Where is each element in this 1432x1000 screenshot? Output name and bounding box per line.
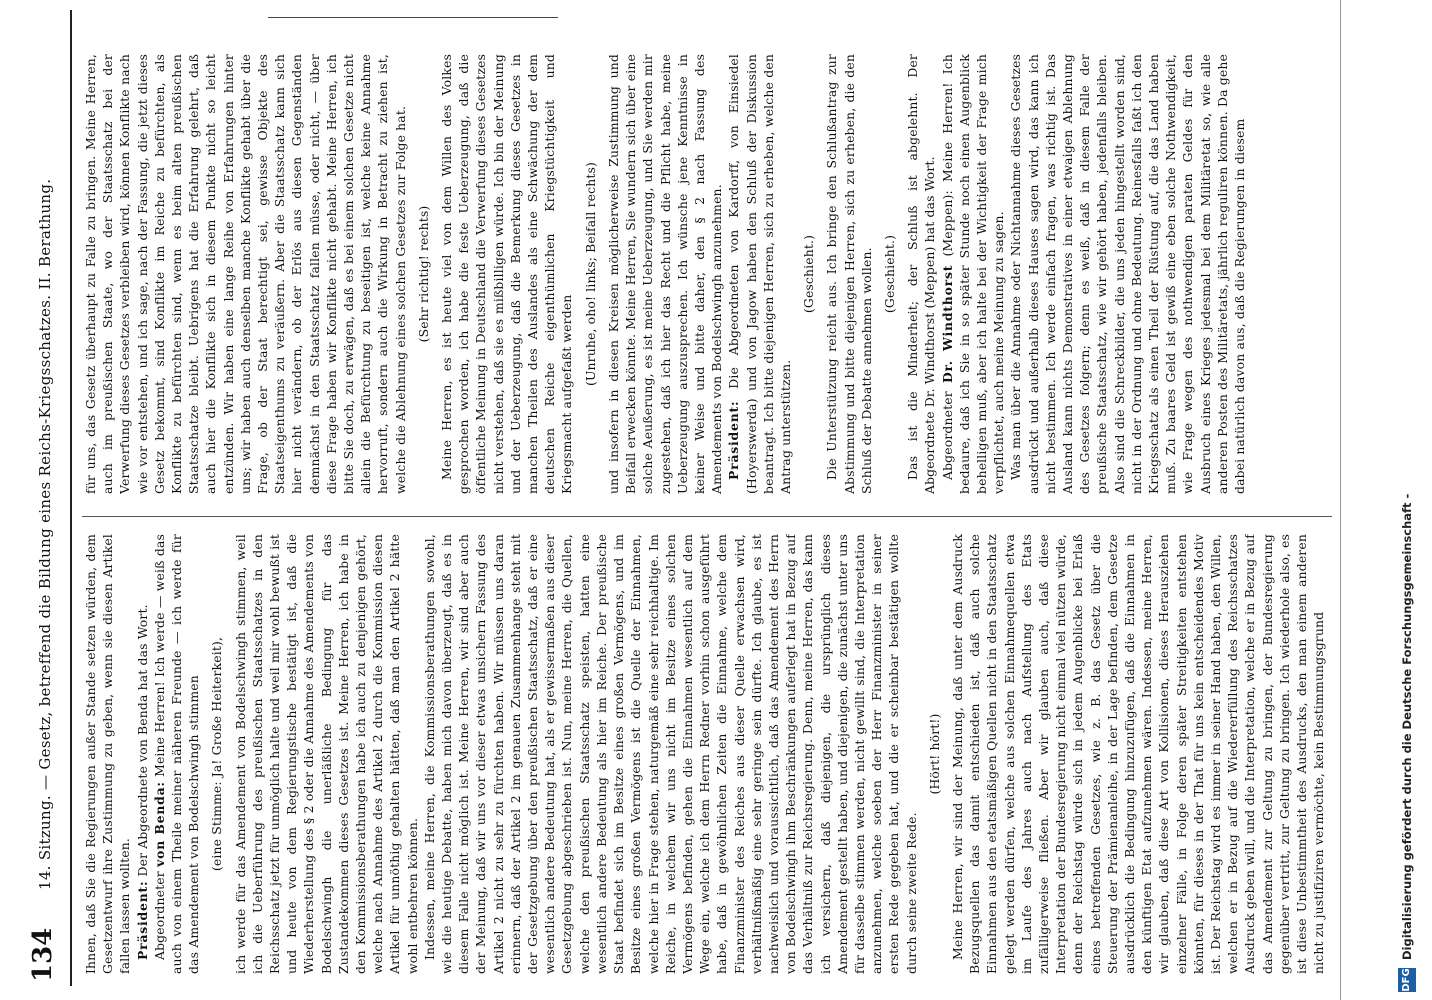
text-paragraph: Die Unterstützung reicht aus. Ich bringe den Schlußantrag zur Abstimmung und bitte diejenigen Herren, sich zu erheben, die den Schluß der Debatte annehmen wollen. — [824, 54, 874, 494]
dfg-logo: DFG — [1398, 968, 1416, 992]
speech-paragraph — [151, 534, 203, 974]
scan-artifact-line — [268, 17, 558, 18]
speaker-name: Präsident: — [726, 400, 742, 480]
interjection: (Geschieht.) — [801, 234, 817, 314]
right-text-column — [82, 54, 1332, 494]
speaker-prefix: Abgeordneter — [939, 383, 955, 480]
text-paragraph: für uns, das Gesetz überhaupt zu Falle zu bringen. Meine Herren, auch im preußischen Staate, wo der Staatsschatz bei der Verwerfung dieses Gesetzes verbleiben wird, können Konflikte nach wie vor entstehen, und ich sage, nach der Fassung, die jetzt dieses Gesetz bekommt, sind Konflikte im Reiche zu befürchten, als Konflikte zu befürchten sind, wenn es beim alten preußischen Staatsschatze bleibt. Uebrigens hat die Erfahrung gelehrt, daß auch hier die Konflikte sich in diesem Punkte nicht so leicht entzünden. Wir haben eine lange Reihe von Erfahrungen hinter uns; wir haben auch denselben manche Konflikte gehabt über die Frage, ob der Staat berechtigt sei, gewisse Objekte des Staatseigenthums zu veräußern. Aber die Staatsschatz kann sich hier nicht verändern, ob der Erlös aus diesen Gegenständen demnächst in den Staatsschatz fallen müsse, oder nicht, — über diese Frage haben wir Konflikte nicht gehabt. Meine Herren, ich bitte Sie doch, zu erwägen, daß es bei einem solchen Gesetze nicht allein die Befürchtung zu beseitigen ist, welche keine Annahme hervorruft, sondern auch die Wirkung in Betracht zu ziehen ist, welche die Ablehnung eines solchen Gesetzes zur Folge hat. — [83, 54, 408, 494]
text-paragraph: Ihnen, daß Sie die Regierungen außer Stande setzen würden, dem Gesetzentwurf ihre Zustimmung zu geben, wenn sie diesen Artikel fallen lassen wollten. — [83, 534, 133, 974]
interjection: (eine Stimme: Ja! Große Heiterkeit), — [209, 636, 225, 872]
left-text-column — [82, 534, 1332, 974]
text-paragraph: Meine Herren, es ist heute viel von dem Willen des Volkes gesprochen worden, ich habe die feste Ueberzeugung, daß die öffentliche Meinung in Deutschland die Verwerfung dieses Gesetzes nicht verstehen, daß sie es mißbilligen würde. Ich bin der Meinung und der Ueberzeugung, daß die Bemerkung dieses Gesetzes in manchen Theilen des Auslandes als eine Schwächung der dem deutschen Reiche eigenthümlichen Kriegstüchtigkeit und Kriegsmacht aufgefaßt werden — [439, 54, 575, 494]
speaker-prefix: Abgeordneter — [151, 866, 167, 960]
text-paragraph: und insofern in diesen Kreisen möglicherweise Zustimmung und Beifall erwecken könnte. Meine Herren, Sie wundern sich über eine solche Aeußerung, es ist meine Ueberzeugung, und Sie werden mir zugestehen, daß ich hier das Recht und die Pflicht habe, meine Ueberzeugung auszusprechen. Ich wünsche jene Kenntnisse in keiner Weise und bitte daher, den § 2 nach Fassung des Amendements von Bodelschwingh anzunehmen. — [605, 54, 725, 494]
speech-text: (Meppen): Meine Herren! Ich bedaure, daß ich Sie in so später Stunde noch einen Augenblick behelligen muß, aber ich halte bei der Wichtigkeit der Frage mich verpflichtet, auch meine Meinung zu sagen. — [939, 54, 1007, 494]
interjection: (Hört! hört!) — [926, 713, 942, 795]
digitization-credit: Digitalisierung gefördert durch die Deutsche Forschungsgemeinschaft - — [1400, 493, 1414, 960]
scan-edge-line — [1340, 0, 1341, 1000]
interjection: (Geschieht.) — [881, 234, 897, 314]
text-paragraph: Das ist die Minderheit; der Schluß ist abgelehnt. Der Abgeordnete Dr. Windthorst (Meppen) hat das Wort. — [905, 54, 938, 494]
text-paragraph: Was man über die Annahme oder Nichtannahme dieses Gesetzes ausdrückt und außerhalb dieses Hauses sagen wird, das kann ich nicht bestimmen. Ich werde einfach fragen, was richtig ist. Das Ausland kann nichts Demonstratives in einer etwaigen Ablehnung des Gesetzes folgern; denn es weiß, daß in diesem Falle der preußische Staatsschatz, wie wir gehört haben, jedenfalls bleiben. Also sind die Schreckbilder, die uns jeden hingestellt worden sind, nicht in der Ordnung und ohne Bedeutung. Reinesfalls faßt ich den Kriegsschatz als einen Theil der Rüstung auf, die das Land haben muß. Zu baares Geld ist gewiß eine eben solche Nothwendigkeit, wie Frage wegen des nothwendigen paraten Geldes für den Ausbruch eines Krieges jedesmal bei dem Militäretat so, wie alle anderen Posten des Militäretats, jährlich reguliren können. Da gehe dabei natürlich davon aus, daß die Regierungen in diesem — [1008, 54, 1247, 494]
speech-text: Die Abgeordneten von Kardorff, von Einsiedel (Hoyerswerda) und von Jagow haben den Schluß der Diskussion beantragt. Ich bitte diejenigen Herren, sich zu erheben, welche den Antrag unterstützen. — [726, 54, 793, 494]
interjection: (Sehr richtig! rechts) — [415, 205, 431, 343]
page-number: 134 — [28, 927, 58, 982]
speech-paragraph — [134, 534, 151, 974]
text-paragraph: Meine Herren, wir sind der Meinung, daß unter dem Ausdruck Bezugsquellen das damit entschieden ist, daß auch solche Einnahmen aus den etatsmäßigen Quellen nicht in den Staatsschatz gelegt werden dürfen, welche aus solchen Einnahmequellen etwa im Laufe des Jahres auch nach Aufstellung des Etats zufälligerweise fließen. Aber wir glauben auch, daß diese Interpretation der Bundesregierung nicht einmal viel nützen würde, denn der Reichstag würde sich in jedem Augenblicke bei Erlaß eines betreffenden Gesetzes, wie z. B. das Gesetz über die Steuerung der Prämienanleihe, in der Lage befinden, dem Gesetze ausdrücklich die Bedingung hinzuzufügen, daß die Einnahmen in den künftigen Etat aufzunehmen wären. Indessen, meine Herren, wir glauben, daß diese Art von Kollisionen, dieses Herausziehen einzelner Fälle, in Folge deren später Streitigkeiten entstehen könnten, für dieses in der That für uns kein entscheidendes Motiv ist. Der Reichstag wird es immer in seiner Hand haben, den Willen, welchen er in Bezug auf die Wiedererfüllung des Reichsschatzes Ausdruck geben will, und die Interpretation, welche er in Bezug auf das Amendement zur Geltung zu bringen, der Bundesregierung gegenüber vertritt, zur Geltung zu bringen. Ich wiederhole also, es ist diese Unbestimmtheit des Ausdrucks, den man einem anderen nicht zu justifiziren vermöchte, kein Bestimmungsgrund — [949, 534, 1327, 974]
speech-text: Meine Herren! Ich werde — weiß das auch von einem Theile meiner näheren Freunde — ich werde für das Amendement von Bodelschwingh stimmen — [151, 534, 202, 974]
speech-text: Der Abgeordnete von Benda hat das Wort. — [134, 604, 150, 881]
running-head: 14. Sitzung. — Gesetz, betreffend die Bildung eines Reichs-Kriegsschatzes. II. Berathung. — [36, 178, 54, 890]
header-rule — [70, 10, 72, 986]
column-divider — [82, 516, 1332, 517]
text-paragraph: Indessen, meine Herren, die Kommissionsberathungen sowohl, wie die heutige Debatte, haben mich davon überzeugt, daß es in diesem Falle nicht möglich ist. Meine Herren, wir sind aber auch der Meinung, daß wir uns vor dieser etwas unsichern Fassung des Artikel 2 nicht zu sehr zu fürchten haben. Wir müssen uns daran erinnern, daß der Artikel 2 im genauen Zusammenhange steht mit der Gesetzgebung über den preußischen Staatsschatz, daß er eine wesentlich andere Bedeutung hat, als er gewissermaßen aus dieser Gesetzgebung abgeschrieben ist. Nun, meine Herren, die Quellen, welche den preußischen Staatsschatz speisten, hatten eine wesentlich andere Bedeutung als hier im Reiche. Der preußische Staat befindet sich im Besitze eines großen Vermögens, und im Besitze eines großen Vermögens ist die Quelle der Einnahmen, welche hier in Frage stehen, naturgemäß eine sehr reichhaltige. Im Reiche, in welchem wir uns nicht im Besitze eines solchen Vermögens befinden, gehen die Einnahmen wesentlich auf dem Wege ein, welche ich dem Herrn Redner vorhin schon ausgeführt habe, daß in gewöhnlichen Zeiten die Einnahme, welche dem Finanzminister des Reiches aus dieser Quelle erwachsen wird, verhältnißmäßig eine sehr geringe sein dürfte. Ich glaube, es ist nachweislich und voraussichtlich, daß das Amendement des Herrn von Bodelschwingh ihm Beschränkungen auferlegt hat in Bezug auf das Verhältniß zur Reichsregierung. Denn, meine Herren, das kann ich versichern, daß diejenigen, die ursprünglich dieses Amendement gestellt haben, und diejenigen, die zunächst unter uns für dasselbe stimmen werden, nicht gewillt sind, die Interpretation anzunehmen, welche soeben der Herr Finanzminister in seiner ersten Rede gegeben hat, und die er scheinbar bestätigen wollte durch seine zweite Rede. — [421, 534, 919, 974]
speech-paragraph — [725, 54, 794, 494]
interjection: (Unruhe, oho! links; Beifall rechts) — [582, 161, 598, 387]
page-header — [0, 0, 90, 1000]
speaker-name: Präsident: — [134, 880, 150, 960]
speaker-name: von Benda: — [151, 781, 167, 867]
text-paragraph: ich werde für das Amendement von Bodelschwingh stimmen, weil ich die Ueberführung des preußischen Staatsschatzes in den Reichsschatz jetzt für unmöglich halte und weil mir wohl bewußt ist und heute von dem Regierungstische bestätigt ist, daß die Wiederherstellung des § 2 oder die Annahme des Amendements von Bodelschwingh die unerläßliche Bedingung für das Zustandekommen dieses Gesetzes ist. Meine Herren, ich habe in den Kommissionsberathungen habe ich auch zu denjenigen gehört, welche nach Annahme des Artikel 2 durch die Kommission diesen Artikel für unnöthig gehalten hätten, daß man den Artikel 2 hätte wohl entbehren können. — [232, 534, 420, 974]
speech-paragraph — [939, 54, 1008, 494]
speaker-name: Dr. Windthorst — [939, 264, 955, 384]
digitization-margin-note — [1380, 0, 1420, 1000]
